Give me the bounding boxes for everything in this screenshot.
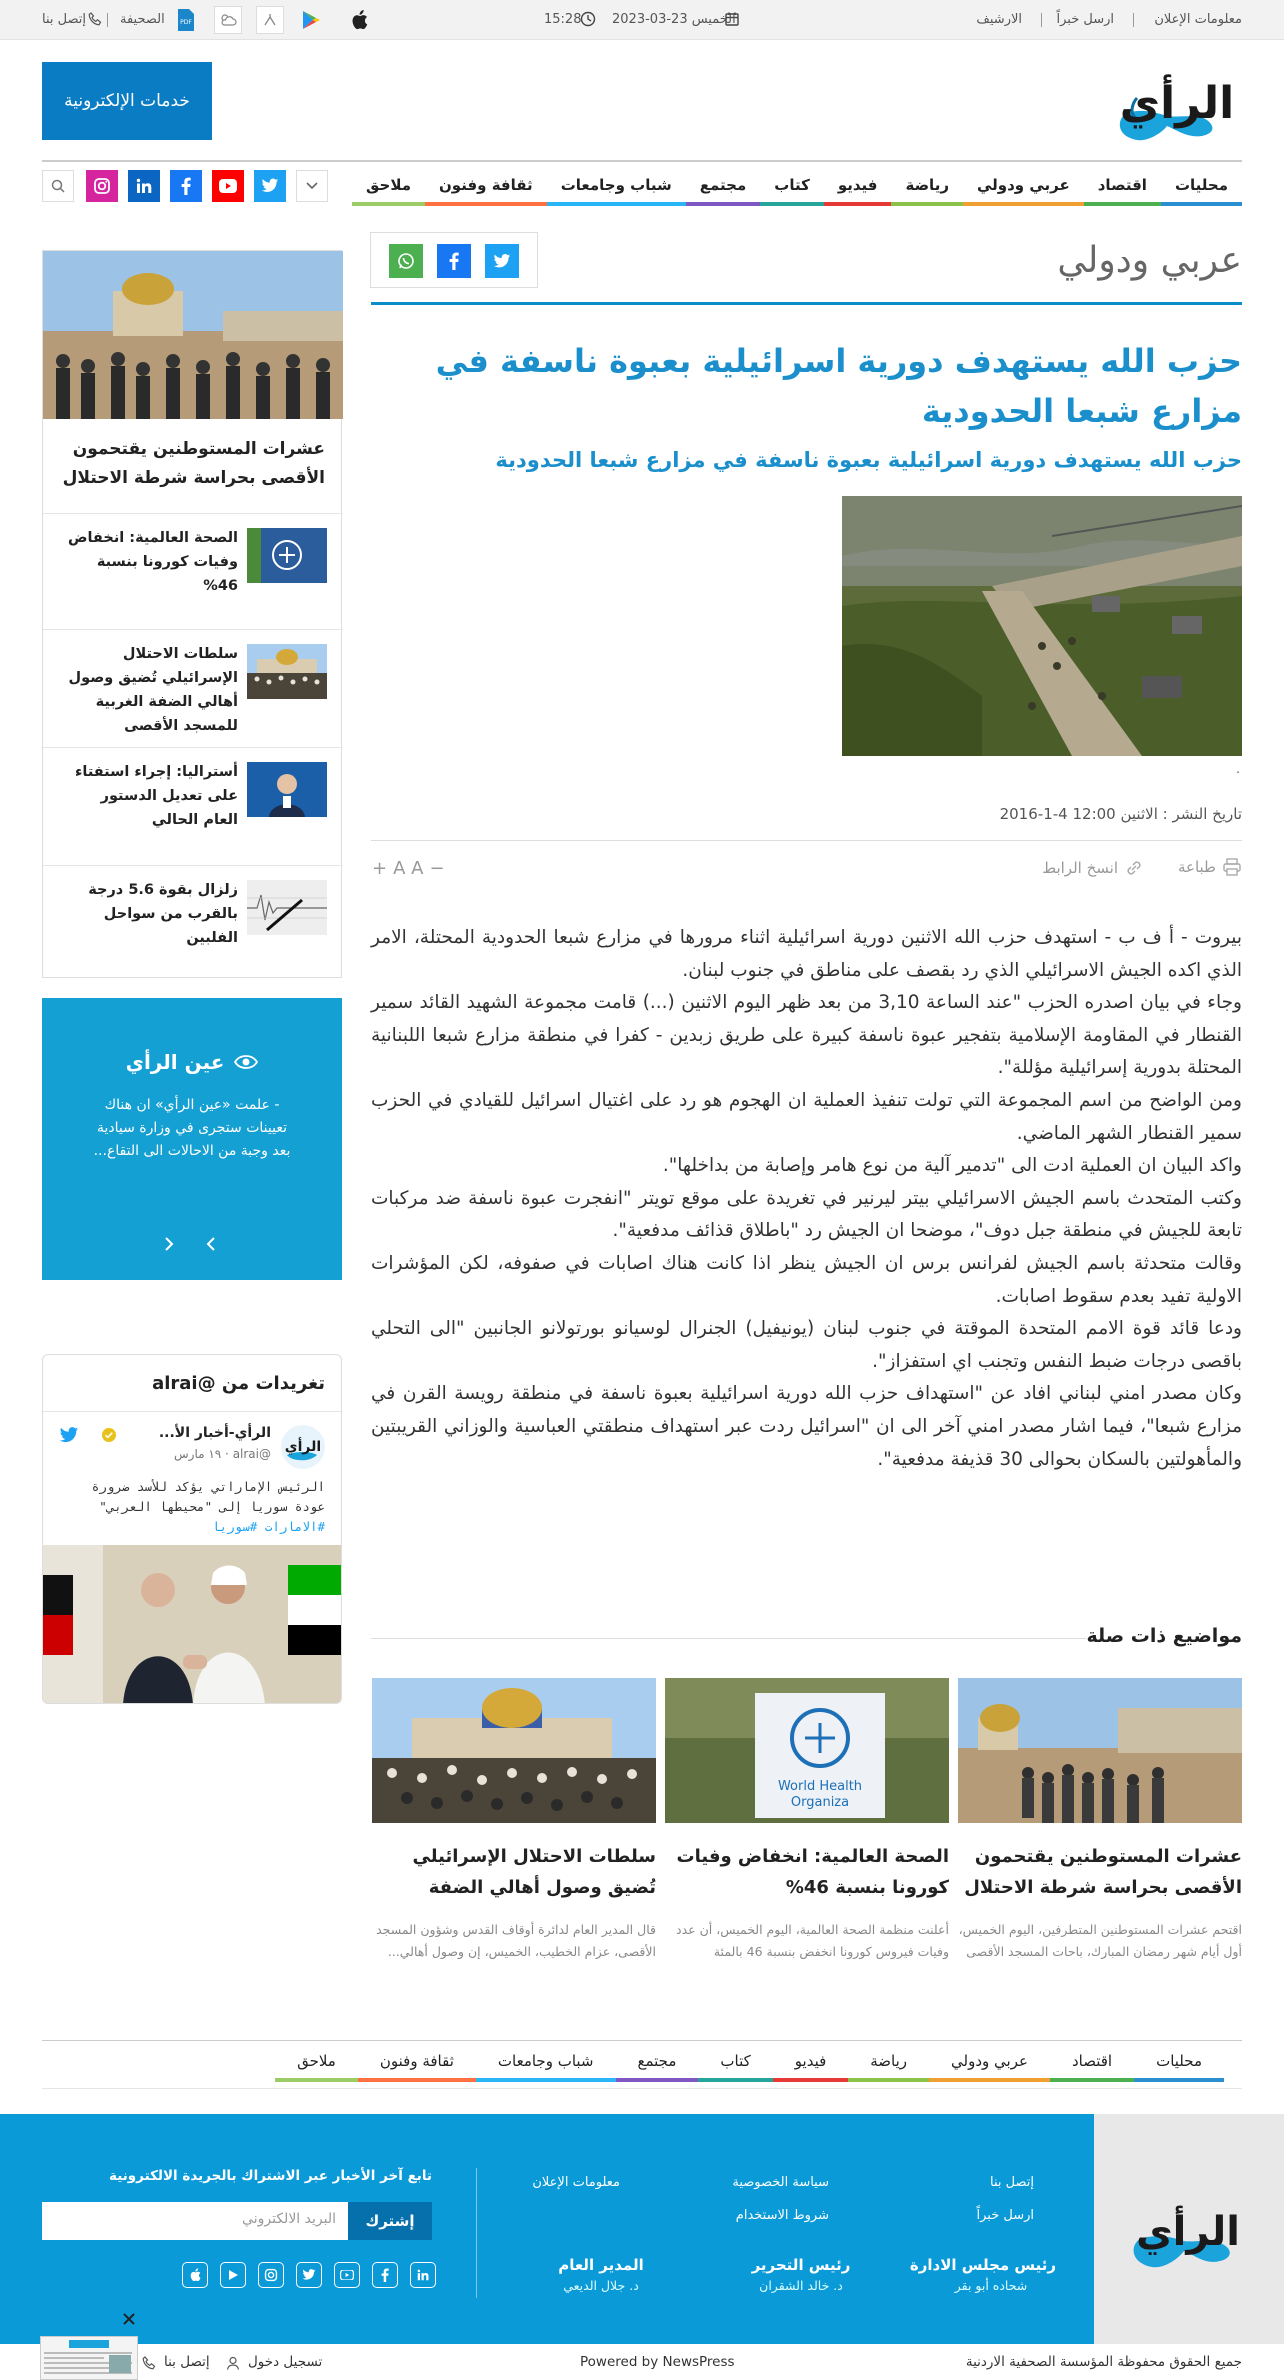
news-thumbnail [247, 880, 327, 935]
related-item-title[interactable]: الصحة العالمية: انخفاض وفيات كورونا بنسبة 46% [676, 1846, 949, 1898]
footer-nav-color-bar [848, 2078, 929, 2082]
ein-alrai-title: عين الرأي [125, 1050, 225, 1074]
footer-nav-label: مجتمع [637, 2052, 677, 2070]
footer-nav-label: اقتصاد [1071, 2052, 1113, 2070]
ein-alrai-box [42, 998, 342, 1280]
image-caption: . [1236, 762, 1240, 776]
footer-nav-item[interactable] [848, 2052, 929, 2082]
nav-label: كتاب [774, 176, 810, 194]
news-title[interactable]: زلزال بقوة 5.6 درجة بالقرب من سواحل الفلبين [88, 882, 238, 946]
nav-color-bar [686, 202, 761, 206]
news-thumbnail [247, 762, 327, 817]
editor-name: د. خالد الشقران [759, 2278, 843, 2293]
article-paragraph: وكان مصدر امني لبناني افاد عن "استهداف حزب الله دورية اسرائيلية بعبوة ناسفة في منطقة رويسة القرن في مزارع شبعا"، فيما اشار مصدر امني آخر الى ان "اسرائيل ردت عبر استهداف منطقتي العباسية والوزاني القريبتين والمأهولتين بالسكان بحوالى 30 قذيفة مدفعية". [371, 1383, 1242, 1470]
bottom-contact-link[interactable]: إتصل بنا [164, 2354, 210, 2370]
nav-color-bar [963, 202, 1084, 206]
tweet-meta: @alrai · ١٩ مارس [174, 1447, 271, 1461]
footer-nav-label: فيديو [794, 2052, 827, 2070]
news-thumbnail [247, 528, 327, 583]
copyright-text: جميع الحقوق محفوظة المؤسسة الصحفية الاردنية [965, 2354, 1242, 2370]
logo-text: الرأي [1119, 78, 1235, 129]
nav-color-bar [1161, 202, 1242, 206]
svg-text:الرأي: الرأي [284, 1439, 322, 1455]
nav-dropdown-button[interactable] [296, 170, 328, 202]
twitter-widget [42, 1354, 342, 1704]
ein-alrai-text[interactable]: - علمت «عين الرأي» ان هناك تعيينات ستجرى في وزارة سيادية بعد وجبة من الاحالات الى التقاع... [93, 1097, 291, 1159]
related-image [372, 1678, 656, 1823]
featured-image[interactable] [43, 251, 343, 419]
footer-nav-label: شباب وجامعات [497, 2052, 594, 2070]
nav-item[interactable] [1084, 172, 1161, 206]
footer-nav-color-bar [616, 2078, 699, 2082]
footer-ads-info-link[interactable]: معلومات الإعلان [532, 2175, 620, 2190]
article-paragraph: وقالت متحدثة باسم الجيش لفرانس برس ان الجيش ينظر اذا كانت هناك اصابات في صفوفه، لكن المؤشرات الاولية تفيد بعدم سقوط اصابات. [371, 1252, 1242, 1307]
font-increase-icon[interactable]: + [372, 858, 388, 879]
tweet-body: الرئيس الإماراتي يؤكد للأسد ضرورة عودة سوريا إلى "محيطها العربي" [91, 1479, 325, 1514]
chairman-name: شحاده أبو بقر [954, 2278, 1028, 2293]
divider [1041, 13, 1042, 27]
nav-item[interactable] [963, 172, 1084, 206]
section-title: عربي ودولي [1057, 240, 1242, 281]
nav-label: ملاحق [365, 176, 411, 194]
verified-badge-icon [101, 1427, 117, 1443]
weather-icon[interactable] [214, 6, 242, 34]
font-size-label: A A [393, 858, 424, 879]
divider [476, 2168, 477, 2298]
sidebar-news [42, 250, 342, 978]
footer-instagram-icon[interactable] [258, 2262, 284, 2288]
nav-color-bar [425, 202, 547, 206]
gm-name: د. جلال الديعي [563, 2278, 639, 2293]
nav-label: شباب وجامعات [560, 176, 672, 194]
footer-nav-label: كتاب [720, 2052, 751, 2070]
svg-text:PDF: PDF [180, 19, 192, 26]
related-item-title[interactable]: عشرات المستوطنين يقتحمون الأقصى بحراسة شرطة الاحتلال [964, 1846, 1242, 1898]
twitter-bird-icon[interactable] [59, 1427, 79, 1444]
apple-icon[interactable] [350, 10, 368, 30]
twitter-widget-title[interactable]: تغريدات من @alrai [152, 1373, 325, 1394]
nav-item[interactable] [824, 172, 892, 206]
footer-nav-item[interactable] [358, 2052, 476, 2082]
font-decrease-icon[interactable]: − [429, 858, 445, 879]
footer-nav-item[interactable] [773, 2052, 849, 2082]
footer-nav-item[interactable] [476, 2052, 616, 2082]
footer-nav-color-bar [275, 2078, 358, 2082]
editor-title: رئيس التحرير [751, 2256, 851, 2274]
related-item-title[interactable]: سلطات الاحتلال الإسرائيلي تُضيق وصول أهالي الضفة [412, 1846, 656, 1898]
footer-nav-label: ملاحق [297, 2052, 336, 2070]
footer-apple-icon[interactable] [182, 2262, 208, 2288]
sidebar-news-item[interactable] [43, 865, 343, 978]
send-news-link[interactable]: ارسل خبراً [1056, 12, 1114, 27]
nav-label: فيديو [837, 176, 878, 194]
newspaper-thumbnail[interactable] [40, 2336, 138, 2380]
divider [43, 1411, 342, 1412]
footer-nav-item[interactable] [616, 2052, 699, 2082]
divider [371, 1638, 1086, 1639]
related-title: مواضيع ذات صلة [1086, 1625, 1242, 1647]
divider [371, 840, 1242, 841]
footer-nav-label: عربي ودولي [951, 2052, 1028, 2070]
article-paragraph: ومن الواضح من اسم المجموعة التي تولت تنفيذ العملية ان الهجوم هو رد على اغتيال اسرائيل للقيادي في الحزب سمير القنطار الشهر الماضي. [371, 1089, 1242, 1144]
prayer-icon[interactable] [256, 6, 284, 34]
footer-logo[interactable] [1124, 2179, 1254, 2279]
youtube-icon[interactable] [212, 170, 244, 202]
footer-nav-label: ثقافة وفنون [379, 2052, 454, 2070]
nav-color-bar [547, 202, 686, 206]
nav-item[interactable] [760, 172, 824, 206]
nav-label: مجتمع [699, 176, 747, 194]
avatar[interactable] [281, 1425, 325, 1469]
font-size-controls[interactable] [372, 858, 445, 879]
footer-nav-item[interactable] [1134, 2052, 1224, 2082]
gm-title: المدير العام [558, 2256, 644, 2274]
featured-title[interactable]: عشرات المستوطنين يقتحمون الأقصى بحراسة شرطة الاحتلال [62, 439, 325, 488]
link-icon [1124, 858, 1144, 878]
footer-nav-color-bar [698, 2078, 772, 2082]
newspaper-link[interactable]: الصحيفة [120, 12, 165, 27]
footer-contact-link[interactable]: إتصل بنا [990, 2175, 1034, 2190]
article-subheadline: حزب الله يستهدف دورية اسرائيلية بعبوة ناسفة في مزارع شبعا الحدودية [495, 448, 1242, 472]
footer-send-news-link[interactable]: ارسل خبراً [976, 2208, 1034, 2223]
nav-item[interactable] [891, 172, 963, 206]
print-label: طباعة [1177, 858, 1216, 876]
nav-top-border [42, 160, 1242, 162]
publish-date [1000, 805, 1242, 823]
share-facebook-icon[interactable] [437, 244, 471, 278]
footer-youtube-icon[interactable] [334, 2262, 360, 2288]
share-whatsapp-icon[interactable] [389, 244, 423, 278]
clock-icon [580, 11, 596, 27]
footer-nav-item[interactable] [698, 2052, 772, 2082]
current-time: 15:28 [544, 12, 582, 27]
phone-icon [142, 2356, 156, 2370]
nav-label: اقتصاد [1097, 176, 1147, 194]
privacy-link[interactable]: سياسة الخصوصية [732, 2175, 829, 2190]
powered-by-text[interactable]: Powered by NewsPress [580, 2354, 735, 2370]
e-services-label: خدمات الإلكترونية [64, 91, 190, 111]
ads-info-link[interactable]: معلومات الإعلان [1154, 12, 1242, 27]
divider [1133, 13, 1134, 27]
related-image [958, 1678, 1242, 1823]
related-item[interactable] [958, 1678, 1242, 1965]
nav-item[interactable] [686, 172, 761, 206]
related-item-summary: قال المدير العام لدائرة أوقاف القدس وشؤون المسجد الأقصى، عزام الخطيب، الخميس، إن وصول أهالي... [376, 1922, 656, 1959]
subscribe-button[interactable]: إشترك [348, 2202, 432, 2240]
footer-nav-color-bar [1134, 2078, 1224, 2082]
sidebar-news-item[interactable] [43, 513, 343, 629]
contact-link[interactable]: إتصل بنا [42, 12, 86, 27]
svg-text:الرأي: الرأي [1136, 2209, 1240, 2255]
related-item-summary: اقتحم عشرات المستوطنين المتطرفين، اليوم الخميس، أول أيام شهر رمضان المبارك، باحات المسجد الأقصى [958, 1922, 1242, 1959]
footer-facebook-icon[interactable] [372, 2262, 398, 2288]
footer-nav-item[interactable] [1050, 2052, 1134, 2082]
chevron-right-icon[interactable] [162, 1236, 174, 1252]
svg-text:World Health: World Health [777, 1779, 863, 1794]
nav-item[interactable] [547, 172, 686, 206]
footer-twitter-icon[interactable] [296, 2262, 322, 2288]
facebook-icon[interactable] [170, 170, 202, 202]
related-item-summary: أعلنت منظمة الصحة العالمية، اليوم الخميس، أن عدد وفيات فيروس كورونا انخفض بنسبة 46 بالمئة [676, 1922, 949, 1959]
publish-value: الاثنين 12:00 4-1-2016 [999, 805, 1158, 823]
tweet-account-name[interactable]: الرأي-أخبار الأ... [158, 1425, 271, 1441]
footer-nav-color-bar [929, 2078, 1050, 2082]
nav-label: ثقافة وفنون [439, 176, 533, 194]
footer-play-icon[interactable] [220, 2262, 246, 2288]
publish-label: تاريخ النشر : [1162, 805, 1242, 823]
user-icon [226, 2356, 240, 2370]
terms-link[interactable]: شروط الاستخدام [735, 2208, 829, 2223]
article-paragraph: وجاء في بيان اصدره الحزب "عند الساعة 3,10 من بعد ظهر اليوم الاثنين (...) قامت مجموعة الشهيد القائد سمير القنطار في المقاومة الإسلامية بتفجير عبوة ناسفة كبيرة على طريق زبدين - كفرا في منطقة مزارع شبعا اللبنانية المحتلة بدورية إسرائيلية مؤللة". [371, 992, 1242, 1079]
share-twitter-icon[interactable] [485, 244, 519, 278]
footer-nav-item[interactable] [929, 2052, 1050, 2082]
article-headline: حزب الله يستهدف دورية اسرائيلية بعبوة ناسفة في مزارع شبعا الحدودية [435, 342, 1242, 430]
svg-text:Organiza: Organiza [790, 1795, 850, 1810]
news-thumbnail [247, 644, 327, 699]
article-paragraph: واكد البيان ان العملية ادت الى "تدمير آلية من نوع هامر وإصابة من بداخلها". [662, 1155, 1242, 1177]
nav-color-bar [891, 202, 963, 206]
chevron-left-icon[interactable] [206, 1236, 218, 1252]
site-logo[interactable] [1107, 58, 1242, 148]
divider [42, 2088, 1242, 2089]
bottom-bar [0, 2344, 1284, 2380]
nav-color-bar [760, 202, 824, 206]
related-item[interactable] [372, 1678, 656, 1965]
phone-icon [88, 12, 102, 26]
search-icon[interactable] [42, 170, 74, 202]
news-title[interactable]: سلطات الاحتلال الإسرائيلي تُضيق وصول أهالي الضفة الغربية للمسجد الأقصى [68, 646, 238, 734]
section-underline [371, 302, 1242, 305]
nav-color-bar [824, 202, 892, 206]
footer-nav-label: رياضة [870, 2052, 908, 2070]
linkedin-icon[interactable] [128, 170, 160, 202]
nav-color-bar [352, 202, 425, 206]
nav-label: عربي ودولي [976, 176, 1070, 194]
main-nav [352, 172, 1242, 206]
eye-icon [234, 1054, 258, 1070]
related-image [665, 1678, 949, 1823]
print-button[interactable] [1178, 858, 1242, 876]
copy-link-button[interactable] [1042, 858, 1144, 878]
login-link[interactable]: تسجيل دخول [248, 2354, 323, 2370]
share-box [370, 232, 538, 288]
article-body [371, 922, 1242, 1476]
divider [42, 2040, 1242, 2041]
article-image [842, 496, 1242, 756]
ein-alrai-header [42, 1050, 342, 1074]
news-title[interactable]: الصحة العالمية: انخفاض وفيات كورونا بنسبة 46% [67, 530, 238, 594]
footer-nav-label: محليات [1156, 2052, 1202, 2070]
footer-logo-panel [1094, 2114, 1284, 2344]
footer-nav-color-bar [476, 2078, 616, 2082]
footer-nav-color-bar [773, 2078, 849, 2082]
twitter-icon[interactable] [254, 170, 286, 202]
tweet-text [57, 1477, 325, 1537]
instagram-icon[interactable] [86, 170, 118, 202]
nav-color-bar [1084, 202, 1161, 206]
related-item[interactable] [665, 1678, 949, 1965]
subscribe-label: تابع آخر الأخبار عبر الاشتراك بالجريدة الالكترونية [109, 2168, 432, 2184]
divider [107, 13, 108, 27]
tweet-hashtags[interactable]: #الامارات #سوريا [212, 1519, 325, 1534]
e-services-button[interactable] [42, 62, 212, 140]
article-paragraph: وكتب المتحدث باسم الجيش الاسرائيلي بيتر ليرنير في تغريدة على موقع تويتر "انفجرت عبوة ناسفة ضد مركبات تابعة للجيش في منطقة جبل دوف"، موضحا ان الجيش رد "باطلاق قذائف مدفعية". [371, 1187, 1242, 1242]
top-bar [0, 0, 1284, 40]
news-title[interactable]: أستراليا: إجراء استفتاء على تعديل الدستور العام الحالي [74, 764, 238, 828]
pdf-icon[interactable] [176, 8, 196, 32]
archive-link[interactable]: الارشيف [976, 12, 1022, 27]
nav-item[interactable] [1161, 172, 1242, 206]
footer-nav-item[interactable] [275, 2052, 358, 2082]
current-date: الخميس 23-03-2023 [612, 12, 736, 27]
chairman-title: رئيس مجلس الادارة [909, 2256, 1056, 2274]
close-icon[interactable] [122, 2312, 136, 2326]
footer-nav-color-bar [358, 2078, 476, 2082]
sidebar-news-item[interactable] [43, 629, 343, 747]
tweet-handle[interactable]: @alrai [232, 1447, 271, 1461]
google-play-icon[interactable] [300, 9, 322, 31]
email-field[interactable]: البريد الالكتروني [42, 2202, 348, 2240]
tweet-image[interactable] [43, 1545, 342, 1704]
footer-nav [275, 2052, 1224, 2082]
article-paragraph: ودعا قائد قوة الامم المتحدة الموقتة في جنوب لبنان (يونيفيل) الجنرال لوسيانو بورتولانو الجانبين "الى التحلي باقصى درجات ضبط النفس وتجنب اي استفزاز". [371, 1318, 1242, 1372]
printer-icon [1222, 858, 1242, 876]
nav-item[interactable] [352, 172, 425, 206]
copy-link-label: انسخ الرابط [1042, 859, 1118, 877]
footer-linkedin-icon[interactable] [410, 2262, 436, 2288]
tweet-date[interactable]: ١٩ مارس [174, 1447, 222, 1461]
nav-label: رياضة [905, 176, 949, 194]
sidebar-news-item[interactable] [43, 747, 343, 865]
nav-label: محليات [1174, 176, 1228, 194]
nav-item[interactable] [425, 172, 547, 206]
article-paragraph: بيروت - أ ف ب - استهدف حزب الله الاثنين دورية اسرائيلية اثناء مرورها في مزارع شبعا الحدودية المحتلة، الامر الذي اكده الجيش الاسرائيلي الذي رد بقصف على مناطق في جنوب لبنان. [371, 927, 1242, 981]
footer-nav-color-bar [1050, 2078, 1134, 2082]
